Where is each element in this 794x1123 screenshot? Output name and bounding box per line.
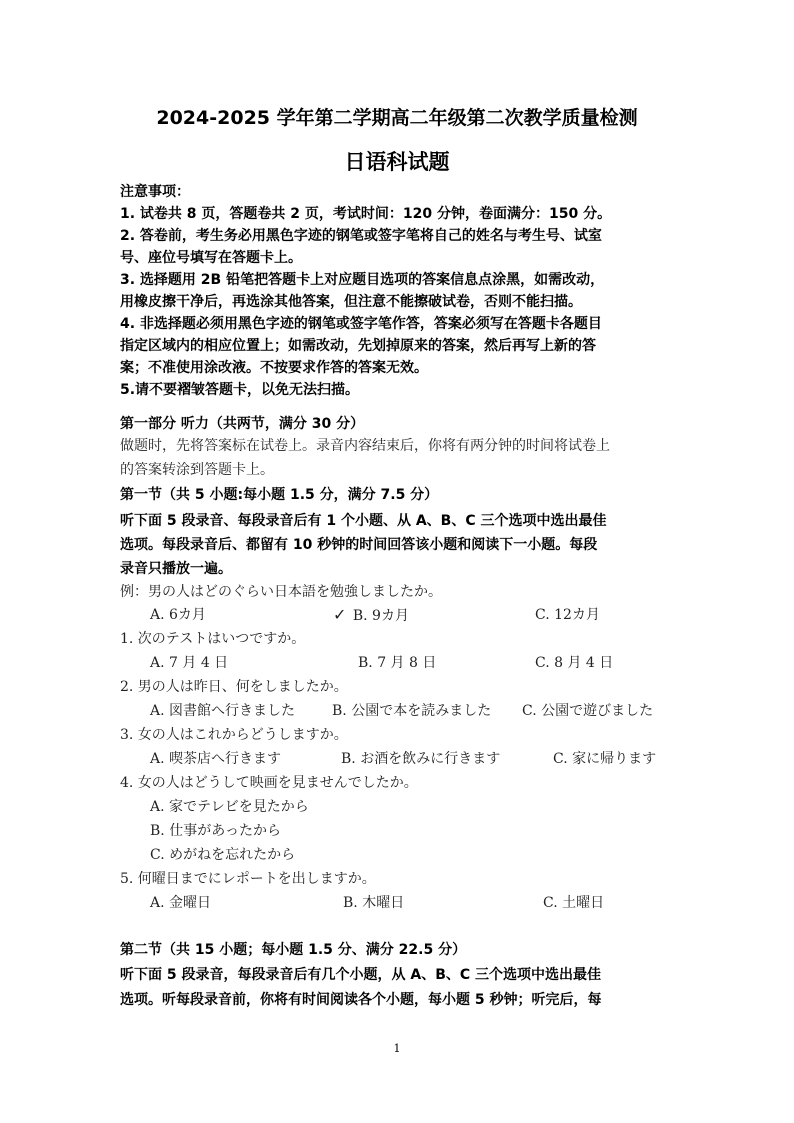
q2-option-b: B. 公園で本を読みました [332, 703, 492, 719]
notice-line: 用橡皮擦干净后，再选涂其他答案，但注意不能擦破试卷，否则不能扫描。 [120, 294, 582, 310]
q3-option-a: A. 喫茶店へ行きます [150, 751, 282, 767]
part1-intro-line: 做题时，先将答案标在试卷上。录音内容结束后，你将有两分钟的时间将试卷上 [120, 438, 610, 454]
exam-subtitle: 日语科试题 [344, 150, 450, 174]
q3-option-b: B. お酒を飲みに行きます [341, 751, 501, 767]
question-5: 5. 何曜日までにレポートを出しますか。 [120, 871, 376, 887]
q1-option-c: C. 8 月 4 日 [535, 655, 614, 671]
question-1: 1. 次のテストはいつですか。 [120, 631, 306, 647]
q1-option-b: B. 7 月 8 日 [358, 655, 437, 671]
q5-option-a: A. 金曜日 [150, 895, 212, 911]
section1-heading: 第一节（共 5 小题:每小题 1.5 分，满分 7.5 分） [120, 487, 439, 503]
part1-heading: 第一部分 听力（共两节，满分 30 分） [120, 416, 365, 432]
example-option-b-text: B. 9カ月 [352, 608, 409, 624]
section2-instruction-line: 选项。听每段录音前，你将有时间阅读各个小题，每小题 5 秒钟；听完后，每 [120, 992, 602, 1008]
notice-line: 5.请不要褶皱答题卡，以免无法扫描。 [120, 382, 360, 398]
section1-instruction-line: 听下面 5 段录音、每段录音后有 1 个小题、从 A、B、C 三个选项中选出最佳 [120, 513, 607, 529]
notice-heading: 注意事项： [120, 184, 190, 200]
example-option-b [333, 603, 409, 628]
notice-line: 3. 选择题用 2B 铅笔把答题卡上对应题目选项的答案信息点涂黑，如需改动， [120, 272, 605, 288]
example-option-a: A. 6カ月 [150, 607, 206, 623]
example-question: 例：男の人はどのぐらい日本語を勉強しましたか。 [120, 584, 442, 600]
q4-option-a: A. 家でテレビを見たから [150, 799, 309, 815]
notice-line: 2. 答卷前，考生务必用黑色字迹的钢笔或签字笔将自己的姓名与考生号、试室 [120, 228, 602, 244]
part1-intro-line: 的答案转涂到答题卡上。 [120, 462, 274, 478]
example-option-c: C. 12カ月 [535, 607, 600, 623]
section2-heading: 第二节（共 15 小题；每小题 1.5 分、满分 22.5 分） [120, 942, 467, 958]
q5-option-b: B. 木曜日 [343, 895, 405, 911]
q5-option-c: C. 土曜日 [543, 895, 605, 911]
exam-title: 2024-2025 学年第二学期高二年级第二次教学质量检测 [156, 107, 638, 129]
section1-instruction-line: 录音只播放一遍。 [120, 561, 232, 577]
q3-option-c: C. 家に帰ります [553, 751, 657, 767]
notice-line: 1. 试卷共 8 页，答题卷共 2 页，考试时间：120 分钟，卷面满分：150 分。 [120, 206, 612, 222]
notice-line: 4. 非选择题必须用黑色字迹的钢笔或签字笔作答，答案必须写在答题卡各题目 [120, 316, 602, 332]
notice-line: 号、座位号填写在答题卡上。 [120, 250, 302, 266]
page-number: 1 [393, 1042, 401, 1055]
notice-line: 指定区域内的相应位置上；如需改动，先划掉原来的答案，然后再写上新的答 [120, 338, 596, 354]
check-mark-icon: ✓ [333, 605, 347, 624]
notice-line: 案；不准使用涂改液。不按要求作答的答案无效。 [120, 360, 428, 376]
q4-option-c: C. めがねを忘れたから [150, 847, 296, 863]
q2-option-a: A. 図書館へ行きました [150, 703, 296, 719]
section1-instruction-line: 选项。每段录音后、都留有 10 秒钟的时间回答该小题和阅读下一小题。每段 [120, 537, 598, 553]
q2-option-c: C. 公園で遊びました [522, 703, 654, 719]
q4-option-b: B. 仕事があったから [150, 823, 282, 839]
q1-option-a: A. 7 月 4 日 [150, 655, 229, 671]
question-3: 3. 女の人はこれからどうしますか。 [120, 727, 348, 743]
section2-instruction-line: 听下面 5 段录音，每段录音后有几个小题，从 A、B、C 三个选项中选出最佳 [120, 967, 602, 983]
question-4: 4. 女の人はどうして映画を見ませんでしたか。 [120, 775, 418, 791]
question-2: 2. 男の人は昨日、何をしましたか。 [120, 679, 348, 695]
